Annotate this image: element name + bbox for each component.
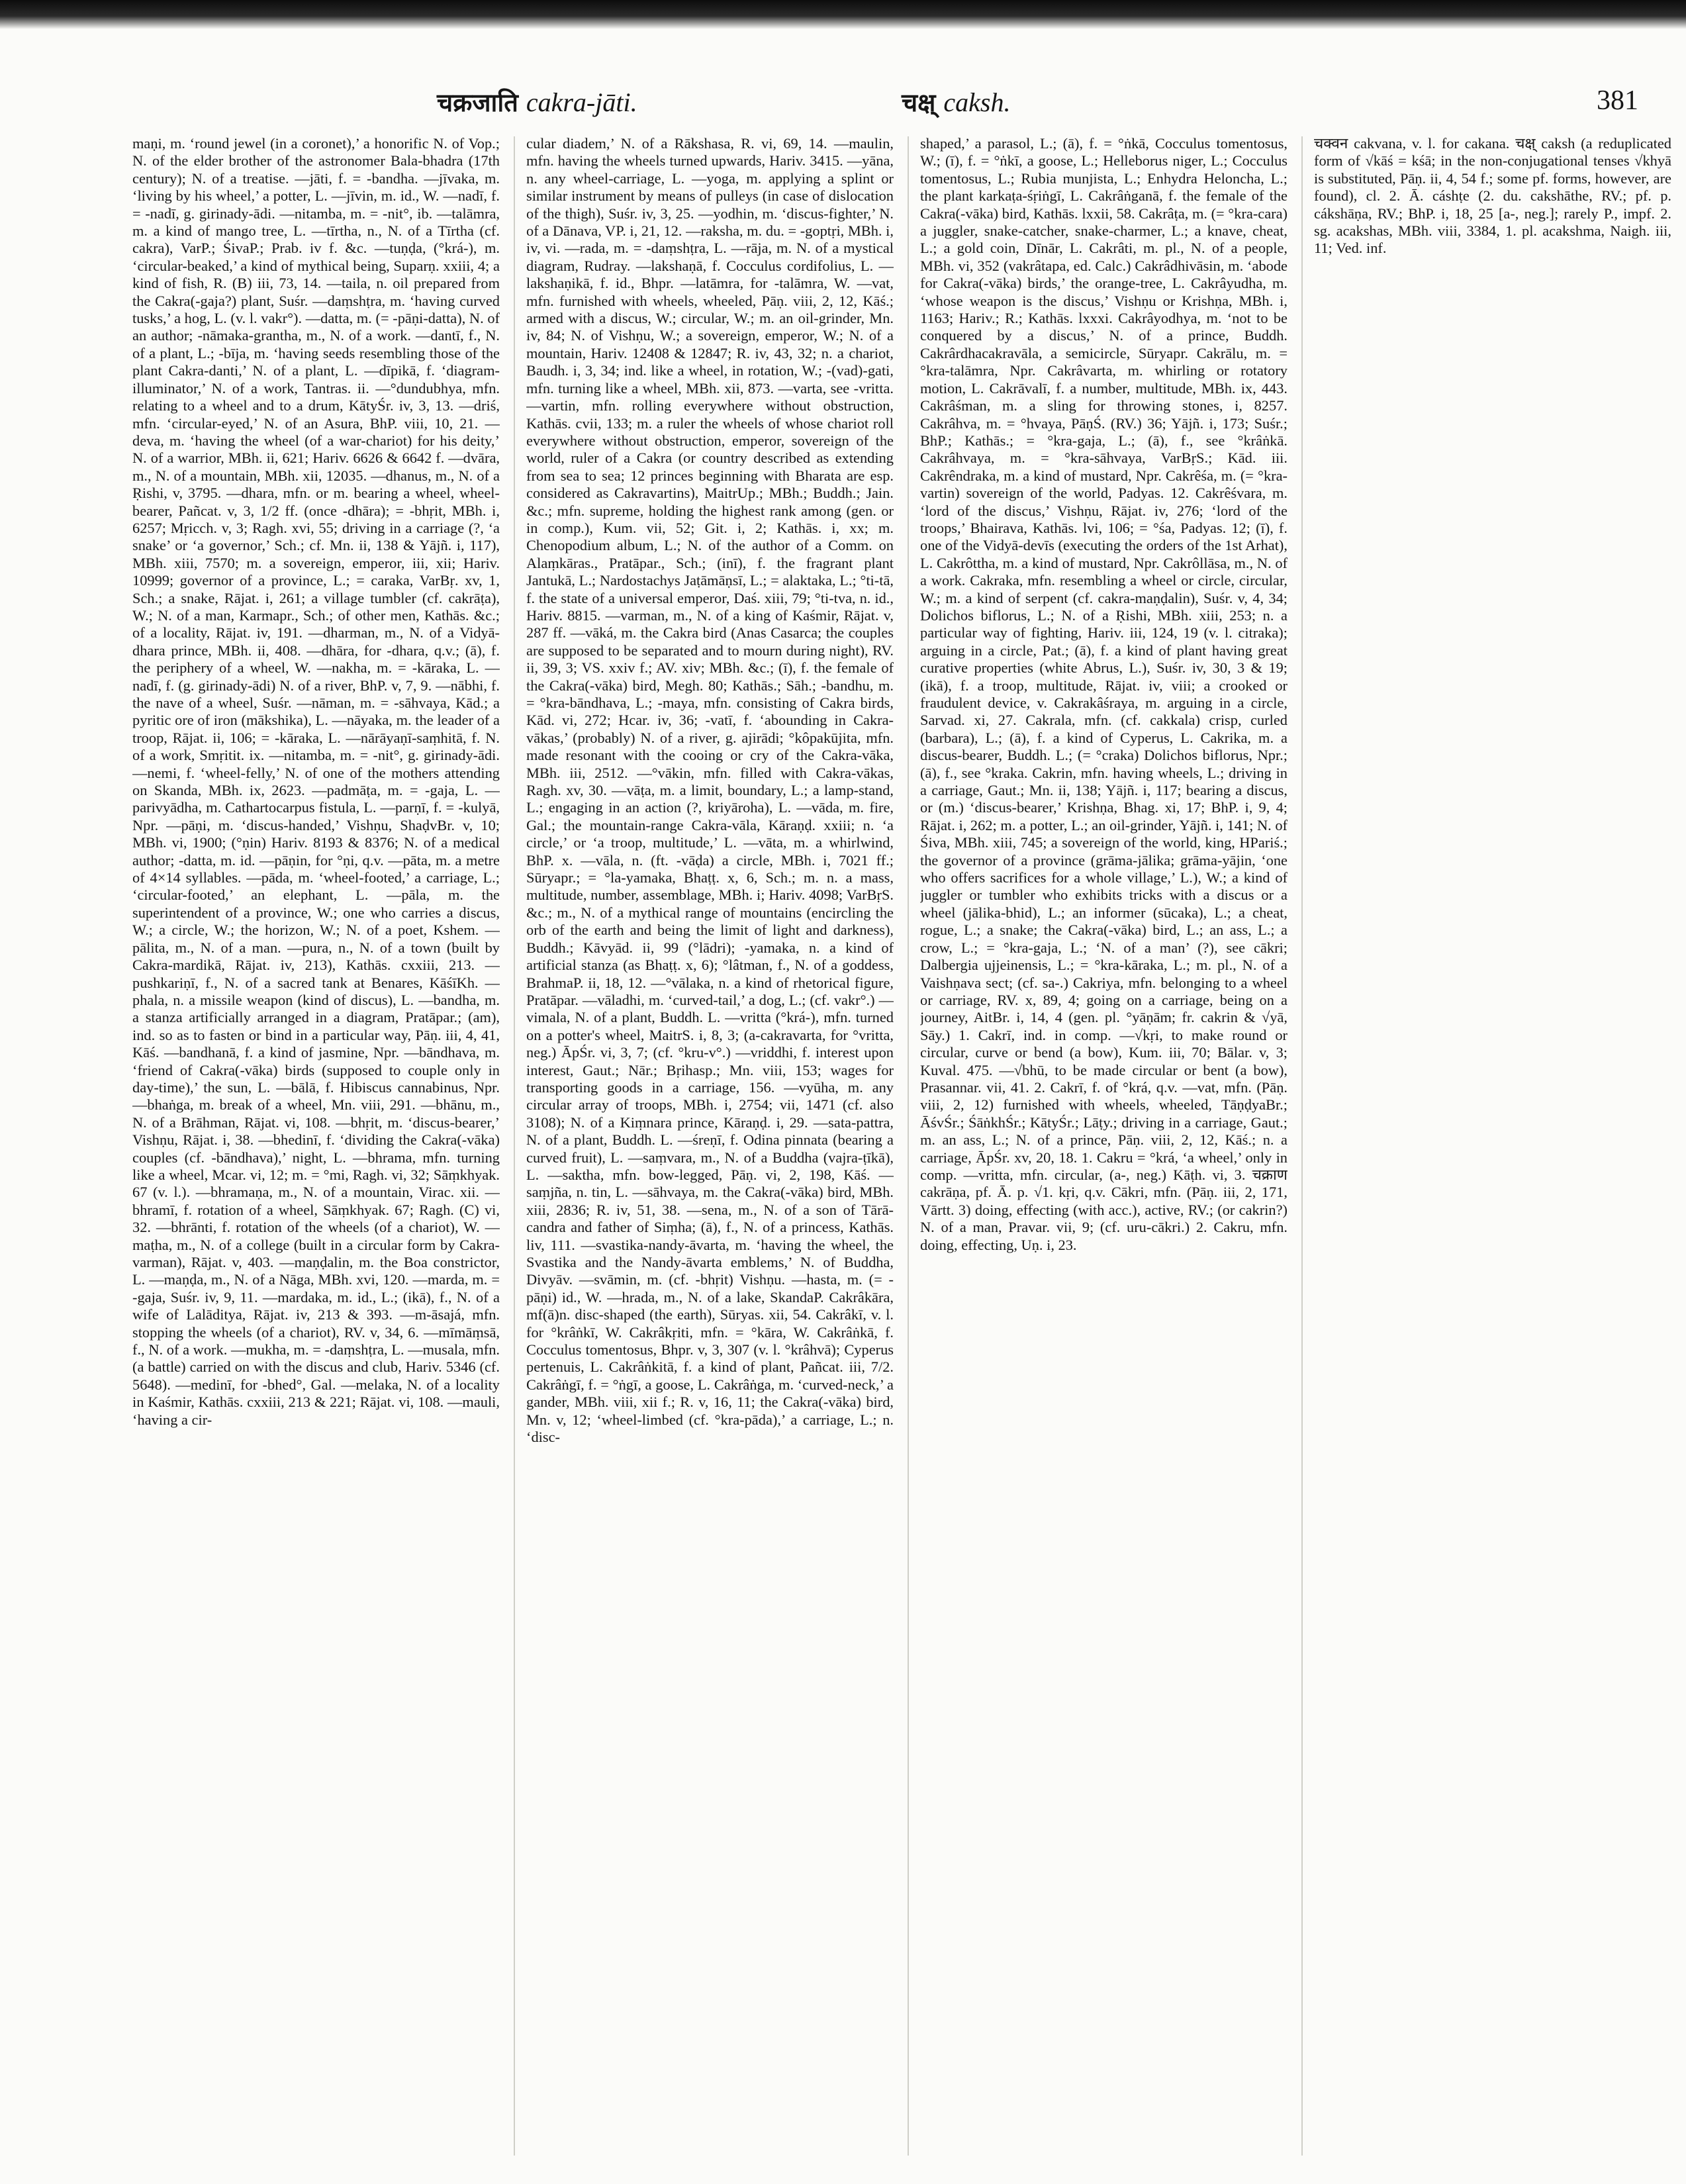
header-left-devanagari: चक्रजाति [437,88,518,117]
header-left-headword [437,85,637,119]
dictionary-column-4 [1314,135,1671,2161]
column-divider [908,136,909,2156]
page-number: 381 [1597,85,1638,116]
column-3-text: shaped,’ a parasol, L.; (ā), f. = °ṅkā, Cocculus tomentosus, W.; (ī), f. = °ṅkī, a goose, L.; Helleborus niger, L.; Cocculus tomentosus, L.; Rubia munjista, L.; Enhydra Heloncha, L.; the plant karkaṭa-śṛiṅgī, L. Cakrâṅganā, f. the female of the Cakra(-vāka) bird, Kathās. lxxii, 58. Cakrâṭa, m. (= °kra-cara) a juggler, snake-catcher, snake-charmer, L.; a knave, cheat, L.; a gold coin, Dīnār, L. Cakrâti, m. pl., N. of a people, MBh. vi, 352 (vakrâtapa, ed. Calc.) Cakrâdhivāsin, m. ‘abode for Cakra(-vāka) birds,’ the orange-tree, L. Cakrâyudha, m. ‘whose weapon is the discus,’ Vishṇu or Krishṇa, MBh. i, 1163; Hariv.; R.; Kathās. lxxxi. Cakrâyodhya, m. ‘not to be conquered by a discus,’ N. of a prince, Buddh. Cakrârdhacakravāla, a semicircle, Sūryapr. Cakrālu, m. = °kra-talāmra, Npr. Cakrâvarta, m. whirling or rotatory motion, L. Cakrāvalī, f. a number, multitude, MBh. ix, 443. Cakrâśman, m. a sling for throwing stones, i, 8257. Cakrâhva, m. = °hvaya, PāṇŚ. (RV.) 36; Yājñ. i, 173; Suśr.; BhP.; Kathās.; = °kra-gaja, L.; (ā), f., see °krâṅkā. Cakrâhvaya, m. = °kra-sāhvaya, VarBṛS.; Kād. iii. Cakrêndraka, m. a kind of mustard, Npr. Cakrêśa, m. (= °kra-vartin) sovereign of the world, Padyas. 12. Cakrêśvara, m. ‘lord of the discus,’ Vishṇu, Rājat. iv, 276; ‘lord of the troops,’ Bhairava, Kathās. lvi, 106; = °śa, Padyas. 12; (ī), f. one of the Vidyā-devīs (executing the orders of the 1st Arhat), L. Cakrôttha, m. a kind of mustard, Npr. Cakrôllāsa, m., N. of a work. Cakraka, mfn. resembling a wheel or circle, circular, W.; m. a kind of serpent (cf. cakra-maṇḍalin), Suśr. v, 4, 34; Dolichos biflorus, L.; N. of a Ṛishi, MBh. xiii, 253; n. a particular way of fighting, Hariv. iii, 124, 19 (v. l. citraka); arguing in a circle, Pat.; (ā), f. a kind of plant having great curative properties (white Abrus, L.), Suśr. iv, 30, 3 & 19; (ikā), f. a troop, multitude, Rājat. iv, viii; a crooked or fraudulent device, v. Cakrakâśraya, m. arguing in a circle, Sarvad. xi, 27. Cakrala, mfn. (cf. cakkala) crisp, curled (barbara), L.; (ā), f. a kind of Cyperus, L. Cakrika, m. a discus-bearer, Buddh. L.; (= °craka) Dolichos biflorus, Npr.; (ā), f., see °kraka. Cakrin, mfn. having wheels, L.; driving in a carriage, Gaut.; Mn. ii, 138; Yājñ. i, 117; bearing a discus, or (m.) ‘discus-bearer,’ Krishṇa, Bhag. xi, 17; BhP. i, 9, 4; Rājat. i, 262; m. a potter, L.; an oil-grinder, Yājñ. i, 141; N. of Śiva, MBh. xiii, 745; a sovereign of the world, king, HPariś.; the governor of a province (grāma-jālika; grāma-yājin, ‘one who offers sacrifices for a whole village,’ L.), W.; a kind of juggler or tumbler who exhibits tricks with a discus or a wheel (jālika-bhid), L.; an informer (sūcaka), L.; a cheat, rogue, L.; a snake; the Cakra(-vāka) bird, L.; an ass, L.; a crow, L.; = °kra-gaja, L.; ‘N. of a man’ (?), see cākri; Dalbergia ujjeinensis, L.; = °kra-kāraka, L.; m. pl., N. of a Vaishṇava sect; (cf. sa-.) Cakriya, mfn. belonging to a wheel or carriage, RV. x, 89, 4; going on a carriage, being on a journey, AitBr. i, 14, 4 (gen. pl. °yāṇām; fr. cakrin & √yā, Sāy.) 1. Cakrī, ind. in comp. —√kṛi, to make round or circular, curve or bend (a bow), Kum. iii, 70; Bālar. v, 3; Kuval. 475. —√bhū, to be made circular or bent (a bow), Prasannar. vii, 41. 2. Cakrī, f. of °krá, q.v. —vat, mfn. (Pāṇ. viii, 2, 12) furnished with wheels, wheeled, TāṇḍyaBr.; ĀśvŚr.; ŚāṅkhŚr.; KātyŚr.; Lāṭy.; driving in a carriage, Gaut.; m. an ass, L.; N. of a prince, Pāṇ. viii, 2, 12, Kāś.; n. a carriage, ĀpŚr. xv, 20, 18. 1. Cakru = °krá, ‘a wheel,’ only in comp. —vritta, mfn. circular, (a-, neg.) Kāṭh. vi, 3. चक्राण cakrāṇa, pf. Ā. p. √1. kṛi, q.v. Cākri, mfn. (Pāṇ. iii, 2, 171, Vārtt. 3) doing, effecting (with acc.), active, RV.; (or cakrin?) N. of a man, Pravar. vii, 9; (cf. uru-cākri.) 2. Cakru, mfn. doing, effecting, Uṇ. i, 23. [920,135,1288,1253]
column-2-text: cular diadem,’ N. of a Rākshasa, R. vi, 69, 14. —maulin, mfn. having the wheels turned upwards, Hariv. 3415. —yāna, n. any wheel-carriage, L. —yoga, m. applying a splint or similar instrument by means of pulleys (in case of dislocation of the thigh), Suśr. iv, 3, 25. —yodhin, m. ‘discus-fighter,’ N. of a Dānava, VP. i, 21, 12. —raksha, m. du. = -goptṛi, MBh. i, iv, vi. —rada, m. = -daṃshṭra, L. —rāja, m. N. of a mystical diagram, Rudray. —lakshaṇā, f. Cocculus cordifolius, L. —lakshaṇikā, f. id., Bhpr. —latāmra, for -talāmra, W. —vat, mfn. furnished with wheels, wheeled, Pāṇ. viii, 2, 12, Kāś.; armed with a discus, W.; circular, W.; m. an oil-grinder, Mn. iv, 84; N. of Vishṇu, W.; a sovereign, emperor, W.; N. of a mountain, Hariv. 12408 & 12847; R. iv, 43, 32; n. a chariot, Baudh. i, 3, 34; ind. like a wheel, in rotation, W.; -(vad)-gati, mfn. turning like a wheel, MBh. xii, 873. —varta, see -vritta. —vartin, mfn. rolling everywhere without obstruction, Kathās. cvii, 133; m. a ruler the wheels of whose chariot roll everywhere without obstruction, emperor, sovereign of the world, ruler of a Cakra (or country described as extending from sea to sea; 12 princes beginning with Bharata are esp. considered as Cakravartins), MaitrUp.; MBh.; Buddh.; Jain. &c.; mfn. supreme, holding the highest rank among (gen. or in comp.), Kum. vii, 52; Git. i, 2; Kathās. i, xx; m. Chenopodium album, L.; N. of the author of a Comm. on Alaṃkāras., Pratāpar., Sch.; (inī), f. the fragrant plant Jantukā, L.; Nardostachys Jaṭāmāṇsī, L.; = alaktaka, L.; °ti-tā, f. the state of a universal emperor, Daś. xiii, 79; °ti-tva, n. id., Hariv. 8815. —varman, m., N. of a king of Kaśmir, Rājat. v, 287 ff. —vāká, m. the Cakra bird (Anas Casarca; the couples are supposed to be separated and to mourn during night), RV. ii, 39, 3; VS. xxiv f.; AV. xiv; MBh. &c.; (ī), f. the female of the Cakra(-vāka) bird, Megh. 80; Kathās.; Sāh.; -bandhu, m. = °kra-bāndhava, L.; -maya, mfn. consisting of Cakra birds, Kād. vi, 272; Hcar. iv, 36; -vatī, f. ‘abounding in Cakra-vākas,’ (probably) N. of a river, g. ajirādi; °kôpakūjita, mfn. made resonant with the cooing or cry of the Cakra-vāka, MBh. iii, 2512. —°vākin, mfn. filled with Cakra-vākas, Ragh. xv, 30. —vāṭa, m. a limit, boundary, L.; a lamp-stand, L.; engaging in an action (?, kriyāroha), L. —vāda, m. fire, Gal.; the mountain-range Cakra-vāla, Kāraṇḍ. xxiii; n. ‘a circle,’ or ‘a troop, multitude,’ L. —vāta, m. a whirlwind, BhP. x. —vāla, n. (ft. -vāḍa) a circle, MBh. i, 7021 ff.; Sūryapr.; = °la-yamaka, Bhaṭṭ. x, 6, Sch.; m. n. a mass, multitude, number, assemblage, MBh. i; Hariv. 4098; VarBṛS. &c.; m., N. of a mythical range of mountains (encircling the orb of the earth and being the limit of light and darkness), Buddh.; Kāvyād. ii, 99 (°lādri); -yamaka, n. a kind of artificial stanza (as Bhaṭṭ. x, 6); °lâtman, f., N. of a goddess, BrahmaP. ii, 18, 12. —°vālaka, n. a kind of rhetorical figure, Pratāpar. —vāladhi, m. ‘curved-tail,’ a dog, L.; (cf. vakr°.) —vimala, N. of a plant, Buddh. L. —vritta (°krá-), mfn. turned on a potter's wheel, MaitrS. i, 8, 3; (a-cakravarta, for °vritta, neg.) ĀpŚr. vi, 3, 7; (cf. °kru-v°.) —vriddhi, f. interest upon interest, Gaut.; Nār.; Bṛihasp.; Mn. viii, 153; wages for transporting goods in a carriage, 156. —vyūha, m. any circular array of troops, MBh. i, 2754; vii, 1471 (cf. also 3108); N. of a Kiṃnara prince, Kāraṇḍ. i, 29. —sata-pattra, N. of a plant, Buddh. L. —śreṇī, f. Odina pinnata (bearing a curved fruit), L. —saṃvara, m., N. of a Buddha (vajra-ṭīkā), L. —saktha, mfn. bow-legged, Pāṇ. vi, 2, 198, Kāś. —saṃjña, n. tin, L. —sāhvaya, m. the Cakra(-vāka) bird, MBh. xiii, 2836; R. iv, 51, 38. —sena, m., N. of a son of Tārā-candra and father of Siṃha; (ā), f., N. of a princess, Kathās. liv, 111. —svastika-nandy-āvarta, m. ‘having the wheel, the Svastika and the Nandy-āvarta emblems,’ N. of Buddha, Divyāv. —svāmin, m. (cf. -bhṛit) Vishṇu. —hasta, m. (= -pāṇi) id., W. —hrada, m., N. of a lake, SkandaP. Cakrâkāra, mf(ā)n. disc-shaped (the earth), Sūryas. xii, 54. Cakrâkī, v. l. for °krâṅkī, W. Cakrâkṛiti, mfn. = °kāra, W. Cakrâṅkā, f. Cocculus tomentosus, Bhpr. v, 3, 307 (v. l. °krâhvā); Cyperus pertenuis, L. Cakrâṅkitā, f. a kind of plant, Pañcat. iii, 7/2. Cakrâṅgī, f. = °ṅgī, a goose, L. Cakrâṅga, m. ‘curved-neck,’ a gander, MBh. viii, xii f.; R. v, 16, 11; the Cakra(-vāka) bird, Mn. v, 12; ‘wheel-limbed (cf. °kra-pāda),’ a carriage, L.; n. ‘disc- [526,135,894,1446]
column-4-text: चक्वन cakvana, v. l. for cakana. चक्ष् caksh (a reduplicated form of √kāś = kśā; in the non-conjugational tenses √khyā is substituted, Pāṇ. ii, 4, 54 f.; some pf. forms, however, are found), cl. 2. Ā. cáshṭe (2. du. cakshāthe, RV.; pf. p. cákshāṇa, RV.; BhP. i, 18, 25 [a-, neg.]; rarely P., impf. 2. sg. acakshas, MBh. viii, 3384, 1. pl. acakshma, Naigh. iii, 11; Ved. inf. [1314,135,1671,257]
scan-edge-shadow [0,0,1686,29]
page-header [0,85,1686,131]
dictionary-column-3 [920,135,1288,2161]
header-left-translit: cakra-jāti. [526,87,637,117]
dictionary-column-2 [526,135,894,2161]
column-divider [514,136,515,2156]
column-divider [1301,136,1303,2156]
dictionary-column-1 [132,135,500,2161]
header-center-translit: caksh. [943,87,1011,117]
header-center-devanagari: चक्ष् [902,88,936,117]
header-center-headword [902,85,1010,119]
column-1-text: maṇi, m. ‘round jewel (in a coronet),’ a honorific N. of Vop.; N. of the elder brother of the astronomer Bala-bhadra (17th century); N. of a treatise. —jāti, f. = -bandha. —jīvaka, m. ‘living by his wheel,’ a potter, L. —jīvin, m. id., W. —nadī, f. = -nadī, g. girinady-ādi. —nitamba, m. = -nit°, ib. —talāmra, m. a kind of mango tree, L. —tīrtha, n., N. of a Tīrtha (cf. cakra), VarP.; ŚivaP.; Prab. iv f. &c. —tuṇḍa, (°krá-), m. ‘circular-beaked,’ a kind of mythical being, Suparṇ. xxiii, 4; a kind of fish, R. (B) iii, 73, 14. —taila, n. oil prepared from the Cakra(-gaja?) plant, Suśr. —daṃshṭra, m. ‘having curved tusks,’ a hog, L. (v. l. vakr°). —datta, m. (= -pāṇi-datta), N. of an author; -nāmaka-grantha, m., N. of a work. —dantī, f., N. of a plant, L.; -bīja, m. ‘having seeds resembling those of the plant Cakra-danti,’ N. of a plant, L. —dīpikā, f. ‘diagram-illuminator,’ N. of a work, Tantras. ii. —°dundubhya, mfn. relating to a wheel and to a drum, KātyŚr. iv, 3, 13. —driś, mfn. ‘circular-eyed,’ N. of an Asura, BhP. viii, 10, 21. —deva, m. ‘having the wheel (of a war-chariot) for his deity,’ N. of a warrior, MBh. ii, 621; Hariv. 6626 & 6642 f. —dvāra, m., N. of a mountain, MBh. xii, 12035. —dhanus, m., N. of a Ṛishi, v, 3795. —dhara, mfn. or m. bearing a wheel, wheel-bearer, Pañcat. v, 3, 1/2 ff. (once -dhāra); = -bhṛit, MBh. i, 6257; Mṛicch. v, 3; Ragh. xvi, 55; driving in a carriage (?, ‘a snake’ or ‘a governor,’ Sch.; cf. Mn. ii, 138 & Yājñ. i, 117), MBh. xiii, 7570; m. a sovereign, emperor, iii, xii; Hariv. 10999; governor of a province, L.; = caraka, VarBṛ. xv, 1, Sch.; a snake, Rājat. i, 261; a village tumbler (cf. cakrāṭa), W.; N. of a man, Karmapr., Sch.; of other men, Kathās. &c.; of a locality, Rājat. iv, 191. —dharman, m., N. of a Vidyā-dhara prince, MBh. ii, 408. —dhāra, for -dhara, q.v.; (ā), f. the periphery of a wheel, W. —nakha, m. = -kāraka, L. —nadī, f. (g. girinady-ādi) N. of a river, BhP. v, 7, 9. —nābhi, f. the nave of a wheel, Suśr. —nāman, m. = -sāhvaya, Kād.; a pyritic ore of iron (mākshika), L. —nāyaka, m. the leader of a troop, Rājat. ii, 106; = -kāraka, L. —nārāyaṇī-saṃhitā, f. N. of a work, Smṛitit. ix. —nitamba, m. = -nit°, g. girinady-ādi. —nemi, f. ‘wheel-felly,’ N. of one of the mothers attending on Skanda, MBh. ix, 2623. —padmāṭa, m. = -gaja, L. —parivyādha, m. Cathartocarpus fistula, L. —parṇī, f. = -kulyā, Npr. —pāṇi, m. ‘discus-handed,’ Vishṇu, ShaḍvBr. v, 10; MBh. vi, 1900; (°ṇin) Hariv. 8193 & 8376; N. of a medical author; -datta, m. id. —pāṇin, for °ṇi, q.v. —pāta, m. a metre of 4×14 syllables. —pāda, m. ‘wheel-footed,’ a carriage, L.; ‘circular-footed,’ an elephant, L. —pāla, m. the superintendent of a province, W.; one who carries a discus, W.; a circle, W.; the horizon, W.; N. of a poet, Kshem. —pālita, m., N. of a man. —pura, n., N. of a town (built by Cakra-mardikā, Rājat. iv, 213), Kathās. cxxiii, 213. —pushkariṇī, f., N. of a sacred tank at Benares, KāśīKh. —phala, n. a missile weapon (kind of discus), L. —bandha, m. a stanza artificially arranged in a diagram, Pratāpar.; (am), ind. so as to fasten or bind in a particular way, Pāṇ. iii, 4, 41, Kāś. —bandhanā, f. a kind of jasmine, Npr. —bāndhava, m. ‘friend of Cakra(-vāka) birds (supposed to couple only in day-time),’ the sun, L. —bālā, f. Hibiscus cannabinus, Npr. —bhaṅga, m. break of a wheel, Mn. viii, 291. —bhānu, m., N. of a Brāhman, Rājat. vi, 108. —bhṛit, m. ‘discus-bearer,’ Vishṇu, Rājat. i, 38. —bhedinī, f. ‘dividing the Cakra(-vāka) couples (cf. -bāndhava),’ night, L. —bhrama, mfn. turning like a wheel, Mcar. vi, 12; m. = °mi, Ragh. vi, 32; Sāṃkhyak. 67 (v. l.). —bhramaṇa, m., N. of a mountain, Virac. xii. —bhramī, f. rotation of a wheel, Sāṃkhyak. 67; Ragh. (C) vi, 32. —bhrānti, f. rotation of the wheels (of a chariot), W. —maṭha, m., N. of a college (built in a circular form by Cakra-varman), Rājat. v, 403. —maṇḍalin, m. the Boa constrictor, L. —maṇḍa, m., N. of a Nāga, MBh. xvi, 120. —marda, m. = -gaja, Suśr. iv, 9, 11. —mardaka, m. id., L.; (ikā), f., N. of a wife of Lalāditya, Rājat. iv, 213 & 393. —m-āsajá, mfn. stopping the wheels (of a chariot), RV. v, 34, 6. —mīmāṃsā, f., N. of a work. —mukha, m. = -daṃshṭra, L. —musala, mfn. (a battle) carried on with the discus and club, Hariv. 5346 (cf. 5648). —medinī, for -bhed°, Gal. —melaka, N. of a locality in Kaśmir, Kathās. cxxiii, 213 & 221; Rājat. vi, 108. —mauli, ‘having a cir- [132,135,500,1428]
